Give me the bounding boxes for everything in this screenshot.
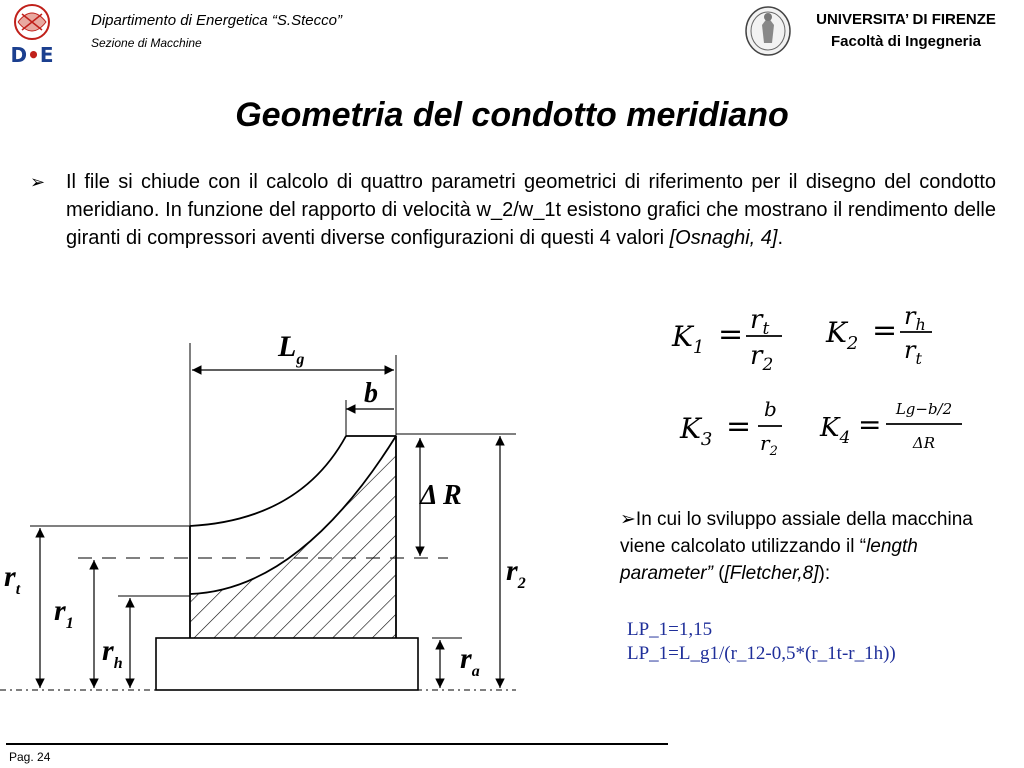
- lp-value: LP_1=1,15: [627, 619, 713, 640]
- label-rh: $r_h$: [102, 634, 123, 672]
- label-b: b: [364, 378, 378, 409]
- formula-k3: [679, 397, 782, 459]
- meridional-channel-diagram: [0, 330, 560, 700]
- svg-text:D•E: D•E: [10, 43, 54, 66]
- svg-text:r2: $r_2$: [750, 341, 774, 375]
- svg-text:=: =: [726, 409, 752, 444]
- svg-text:rh: $r_h$: [904, 302, 926, 334]
- side-note-arrow-icon: ➢: [620, 509, 636, 530]
- de-logo-icon: [4, 2, 60, 66]
- bullet-end: .: [777, 227, 784, 249]
- footer-divider: [6, 743, 668, 745]
- svg-text:K2: $K_2$: [826, 316, 859, 354]
- bullet-paragraph: [66, 168, 996, 252]
- label-rt: $r_t$: [4, 560, 21, 598]
- svg-text:=: =: [718, 317, 744, 352]
- svg-text:K1: $K_1$: [672, 320, 705, 358]
- svg-text:r2: $r_2$: [760, 431, 778, 459]
- label-lg: $L_g$: [278, 330, 305, 368]
- label-delta-r: Δ R: [420, 480, 462, 511]
- svg-text:=: =: [858, 408, 882, 441]
- side-note: [620, 506, 1015, 587]
- section-name: Sezione di Macchine: [91, 36, 202, 50]
- side-note-italic: length parameter”: [620, 536, 918, 584]
- slide-title: Geometria del condotto meridiano: [235, 96, 789, 134]
- faculty-name: Facoltà di Ingegneria: [830, 33, 982, 50]
- label-ra: $r_a$: [460, 642, 480, 680]
- svg-text:ΔR: ΔR: [912, 434, 936, 452]
- side-note-paren: (: [712, 563, 725, 584]
- university-seal-icon: [744, 5, 792, 57]
- bullet-text: Il file si chiude con il calcolo di quattro parametri geometrici di riferimento per il disegno del condotto meridiano. In funzione del rapporto di velocità w_2/w_1t esistono grafici che mostrano il rendimento delle giranti di compressori aventi diverse configurazioni di questi 4 valori: [66, 171, 996, 249]
- label-r1: $r_1$: [54, 594, 74, 632]
- bullet-arrow-icon: ➢: [30, 172, 46, 192]
- label-r2: $r_2$: [506, 554, 526, 592]
- svg-text:=: =: [872, 313, 898, 348]
- length-parameter-block: [627, 618, 896, 666]
- svg-text:K4: $K_4$: [820, 413, 851, 448]
- formula-k1: [671, 305, 782, 375]
- svg-text:K3: $K_3$: [680, 412, 713, 450]
- svg-text:b: b: [764, 397, 777, 421]
- side-note-end: ):: [818, 563, 831, 584]
- bullet-reference: [Osnaghi, 4]: [669, 227, 778, 249]
- lp-formula: LP_1=L_g1/(r_12-0,5*(r_1t-r_1h)): [627, 643, 896, 664]
- k-parameter-formulas: [660, 298, 980, 468]
- side-note-text: In cui lo sviluppo assiale della macchina viene calcolato utilizzando il “: [620, 509, 973, 557]
- svg-text:rt: $r_t$: [750, 305, 770, 339]
- department-name: Dipartimento di Energetica “S.Stecco”: [91, 12, 342, 29]
- university-name: UNIVERSITA’ DI FIRENZE: [816, 11, 996, 28]
- formula-k4: [819, 400, 962, 452]
- formula-k2: [825, 302, 932, 368]
- svg-text:Lg−b/2: Lg−b/2: [895, 400, 953, 418]
- side-note-reference: [Fletcher,8]: [724, 563, 819, 584]
- page-number: Pag. 24: [9, 750, 51, 764]
- svg-text:rt: $r_t$: [904, 336, 922, 368]
